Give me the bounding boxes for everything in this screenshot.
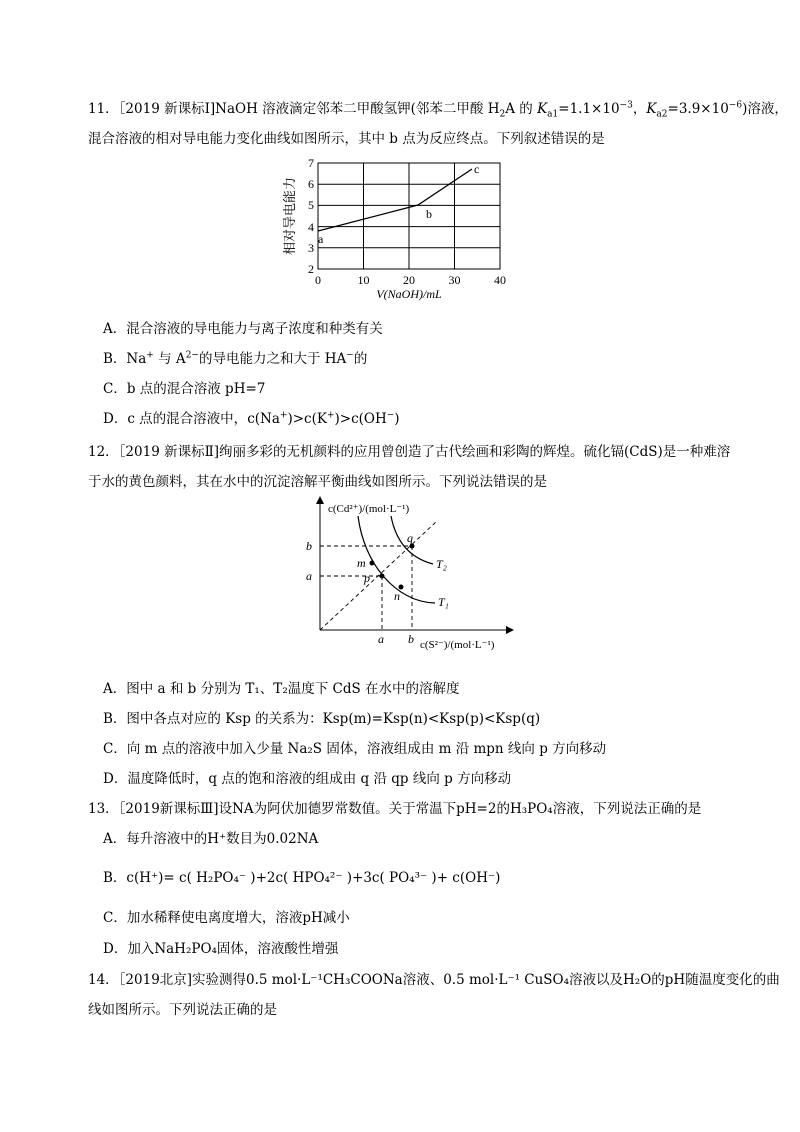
q11-xtick-40: 40 — [494, 273, 506, 287]
q12-label-n: n — [394, 589, 400, 603]
q12-label-m: m — [357, 556, 366, 570]
q12-dot-m — [370, 561, 375, 566]
q11-xtick-20: 20 — [403, 273, 415, 287]
q13-option-d: D．加入NaH₂PO₄固体，溶液酸性增强 — [103, 941, 339, 957]
q11-ytick-7: 7 — [308, 156, 314, 170]
q13-option-c: C．加水稀释使电离度增大，溶液pH减小 — [103, 910, 350, 926]
q12-option-c: C．向 m 点的溶液中加入少量 Na₂S 固体，溶液组成由 m 沿 mpn 线向 p 方向移动 — [103, 741, 607, 757]
q12-stem-line2: 于水的黄色颜料，其在水中的沉淀溶解平衡曲线如图所示。下列说法错误的是 — [88, 474, 547, 490]
q12-label-p: p — [364, 571, 370, 585]
q12-option-a: A．图中 a 和 b 分别为 T₁、T₂温度下 CdS 在水中的溶解度 — [103, 681, 460, 697]
q11-point-b: b — [426, 207, 432, 221]
q11-ytick-4: 4 — [308, 220, 314, 234]
q11-y-axis-label: 相对导电能力 — [282, 176, 297, 256]
q14-stem-line1: 14．［2019北京]实验测得0.5 mol·L⁻¹CH₃COONa溶液、0.5 mol·L⁻¹ CuSO₄溶液以及H₂O的pH随温度变化的曲 — [88, 972, 780, 988]
q13-option-b: B．c(H⁺)= c( H₂PO₄⁻ )+2c( HPO₄²⁻ )+3c( PO₄³⁻ )+ c(OH⁻) — [103, 870, 501, 886]
q12-label-t2: T₂ — [436, 557, 447, 571]
q11-ytick-6: 6 — [308, 177, 314, 191]
q11-point-a: a — [318, 232, 324, 246]
q11-point-c: c — [474, 162, 480, 176]
q12-stem-line1: 12．［2019 新课标Ⅱ]绚丽多彩的无机颜料的应用曾创造了古代绘画和彩陶的辉煌。硫化镉(CdS)是一种难溶 — [88, 444, 731, 460]
q12-x-axis-label: c(S²⁻)/(mol·L⁻¹) — [420, 639, 495, 651]
q11-curve — [318, 169, 472, 231]
q11-ytick-5: 5 — [308, 198, 314, 212]
q12-label-a-y: a — [306, 569, 312, 583]
q12-dot-p — [380, 574, 385, 579]
q11-stem-line2: 混合溶液的相对导电能力变化曲线如图所示，其中 b 点为反应终点。下列叙述错误的是 — [88, 131, 605, 147]
q12-label-b-x: b — [408, 632, 414, 646]
q11-stem-line1: 11．［2019 新课标Ⅰ]NaOH 溶液滴定邻苯二甲酸氢钾(邻苯二甲酸 $H_2A$ 的 $K_{a1}=1.1\times 10^{-3}$，$K_{a2}=3.9\times 10^{-6}$)溶液， — [88, 100, 788, 120]
q11-xtick-10: 10 — [357, 273, 370, 287]
q12-y-axis-label: c(Cd²⁺)/(mol·L⁻¹) — [328, 503, 410, 515]
q11-option-a: A．混合溶液的导电能力与离子浓度和种类有关 — [103, 321, 383, 337]
q11-option-d: D．c 点的混合溶液中，c(Na+)>c(K+)>c(OH−) — [103, 410, 400, 427]
q11-ytick-3: 3 — [308, 241, 314, 255]
q13-option-a: A．每升溶液中的H⁺数目为0.02NA — [103, 831, 319, 847]
q12-option-b: B．图中各点对应的 Ksp 的关系为：Ksp(m)=Ksp(n)<Ksp(p)<Ksp(q) — [103, 711, 541, 727]
q12-label-a-x: a — [378, 632, 384, 646]
q11-option-b: B．Na+ 与 $A^{2-}$的导电能力之和大于 HA−的 — [103, 350, 368, 367]
q12-label-b: b — [306, 539, 312, 553]
q12-label-q: q — [407, 531, 413, 545]
q11-xtick-0: 0 — [315, 273, 321, 287]
q11-xtick-30: 30 — [448, 273, 461, 287]
q12-label-t1: T₁ — [438, 595, 449, 609]
q11-option-c: C．b 点的混合溶液 pH=7 — [103, 381, 266, 397]
q11-grid — [318, 163, 500, 269]
q12-solubility-chart — [300, 494, 515, 659]
q13-stem: 13．［2019新课标Ⅲ]设NA为阿伏加德罗常数值。关于常温下pH=2的H₃PO₄溶液，下列说法正确的是 — [88, 801, 702, 817]
q11-x-axis-label: V(NaOH)/mL — [376, 287, 442, 301]
q12-option-d: D．温度降低时，q 点的饱和溶液的组成由 q 沿 qp 线向 p 方向移动 — [103, 771, 512, 787]
q11-ytick-2: 2 — [308, 262, 314, 276]
q11-conductivity-chart — [282, 155, 520, 305]
q14-stem-line2: 线如图所示。下列说法正确的是 — [88, 1002, 277, 1018]
